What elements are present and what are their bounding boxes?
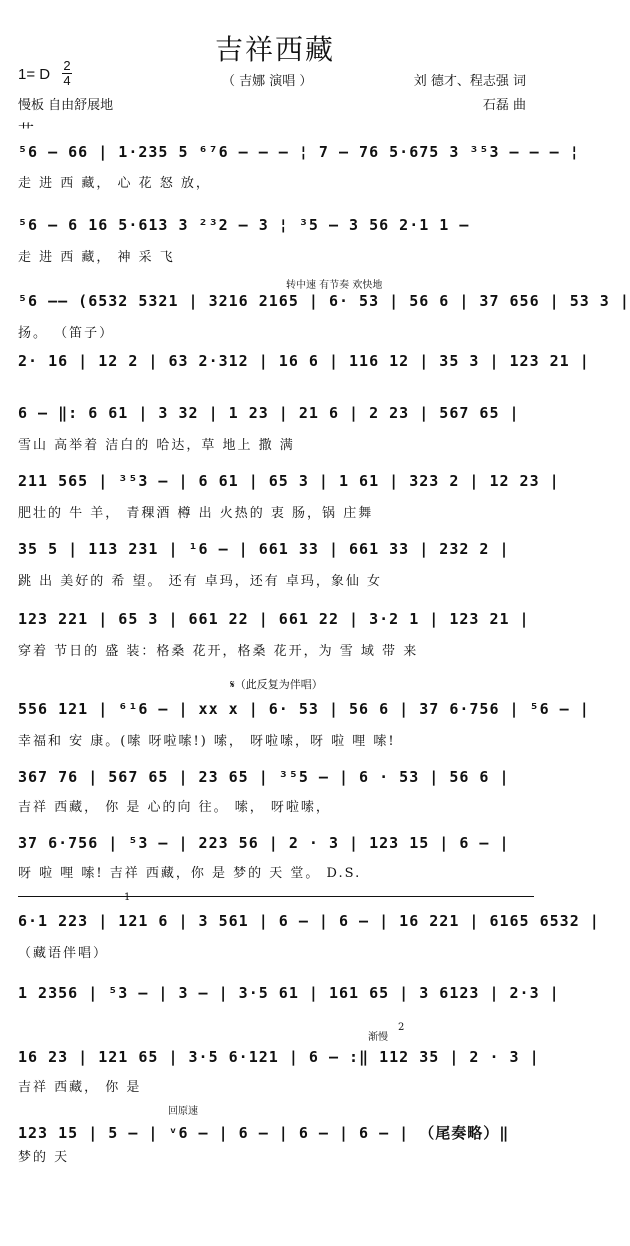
score-line-9: 556 121 | ⁶¹6 – | xx x | 6· 53 | 56 6 | 37 6·756 | ⁵6 – |	[18, 700, 590, 718]
composer-credit: 石磊 曲	[482, 98, 526, 113]
score-line-10: 367 76 | 567 65 | 23 65 | ³⁵5 – | 6 · 53 | 56 6 |	[18, 768, 510, 786]
score-line-7: 35 5 | 113 231 | ¹6 – | 661 33 | 661 33 | 232 2 |	[18, 540, 510, 558]
lyric-line-1: 走 进 西 藏， 心 花 怒 放，	[18, 176, 211, 191]
lyric-line-9: 幸福和 安 康。(嗦 呀啦嗦!) 嗦， 呀啦嗦，呀 啦 哩 嗦!	[18, 734, 396, 749]
ending-1-mark: 1	[124, 892, 131, 903]
score-line-12: 6·1 223 | 121 6 | 3 561 | 6 – | 6 – | 16 221 | 6165 6532 |	[18, 912, 600, 930]
tempo-change-note: 转中速 有节奏 欢快地	[286, 280, 383, 291]
lyric-line-3: 扬。 （笛子）	[18, 326, 115, 341]
meter-top: 2	[63, 58, 71, 73]
score-line-14: 16 23 | 121 65 | 3·5 6·121 | 6 – :‖ 112 35 | 2 · 3 |	[18, 1048, 540, 1066]
a-tempo-note: 回原速	[168, 1106, 198, 1117]
score-line-4: 2· 16 | 12 2 | 63 2·312 | 16 6 | 116 12 | 35 3 | 123 21 |	[18, 352, 590, 370]
ending-2-mark: 2	[398, 1022, 405, 1033]
lyric-line-15: 梦的 天	[18, 1150, 70, 1165]
score-line-3: ⁵6 –– (6532 5321 | 3216 2165 | 6· 53 | 56 6 | 37 656 | 53 3 |	[18, 292, 630, 310]
tempo-marking: 慢板 自由舒展地	[18, 98, 114, 113]
ending-1-bracket	[18, 896, 534, 897]
score-line-6: 211 565 | ³⁵3 – | 6 61 | 65 3 | 1 61 | 323 2 | 12 23 |	[18, 472, 560, 490]
free-rhythm-mark: 艹	[18, 121, 35, 140]
score-line-8: 123 221 | 65 3 | 661 22 | 661 22 | 3·2 1 | 123 21 |	[18, 610, 530, 628]
score-line-15: 123 15 | 5 – | ᵛ6 – | 6 – | 6 – | 6 – | （尾奏略）‖	[18, 1124, 510, 1142]
key-signature: 1= D	[18, 66, 51, 83]
lyric-line-14: 吉祥 西藏， 你 是	[18, 1080, 142, 1095]
lyric-line-6: 肥壮的 牛 羊， 青稞酒 樽 出 火热的 衷 肠，锅 庄舞	[18, 506, 374, 521]
meter-bottom: 4	[63, 73, 71, 88]
lyric-line-11: 呀 啦 哩 嗦! 吉祥 西藏，你 是 梦的 天 堂。 D.S.	[18, 866, 362, 881]
singer-credit: （ 吉娜 演唱 ）	[222, 74, 313, 89]
lyric-line-8: 穿着 节日的 盛 装：格桑 花开，格桑 花开，为 雪 域 带 来	[18, 644, 419, 659]
score-line-1: ⁵6 – 66 | 1·235 5 ⁶⁷6 – – – ¦ 7 – 76 5·675 3 ³⁵3 – – – ¦	[18, 143, 580, 161]
slowing-note: 渐慢	[368, 1032, 388, 1043]
score-line-11: 37 6·756 | ⁵3 – | 223 56 | 2 · 3 | 123 15 | 6 – |	[18, 834, 510, 852]
segno-note: 𝄋（此反复为伴唱）	[230, 678, 323, 691]
lyric-line-7: 跳 出 美好的 希 望。 还有 卓玛，还有 卓玛，象仙 女	[18, 574, 383, 589]
lyric-line-10: 吉祥 西藏， 你 是 心的向 往。 嗦， 呀啦嗦，	[18, 800, 331, 815]
score-line-2: ⁵6 – 6 16 5·613 3 ²³2 – 3 ¦ ³5 – 3 56 2·1 1 –	[18, 216, 470, 234]
lyricist-credit: 刘 德才、程志强 词	[413, 74, 526, 89]
lyric-line-12: （藏语伴唱）	[18, 946, 109, 961]
time-signature	[62, 60, 72, 87]
lyric-line-5: 雪山 高举着 洁白的 哈达，草 地上 撒 满	[18, 438, 295, 453]
song-title: 吉祥西藏	[214, 33, 335, 66]
score-line-13: 1 2356 | ⁵3 – | 3 – | 3·5 61 | 161 65 | 3 6123 | 2·3 |	[18, 984, 560, 1002]
lyric-line-2: 走 进 西 藏， 神 采 飞	[18, 250, 175, 265]
score-line-5: 6 – ‖: 6 61 | 3 32 | 1 23 | 21 6 | 2 23 | 567 65 |	[18, 404, 520, 422]
